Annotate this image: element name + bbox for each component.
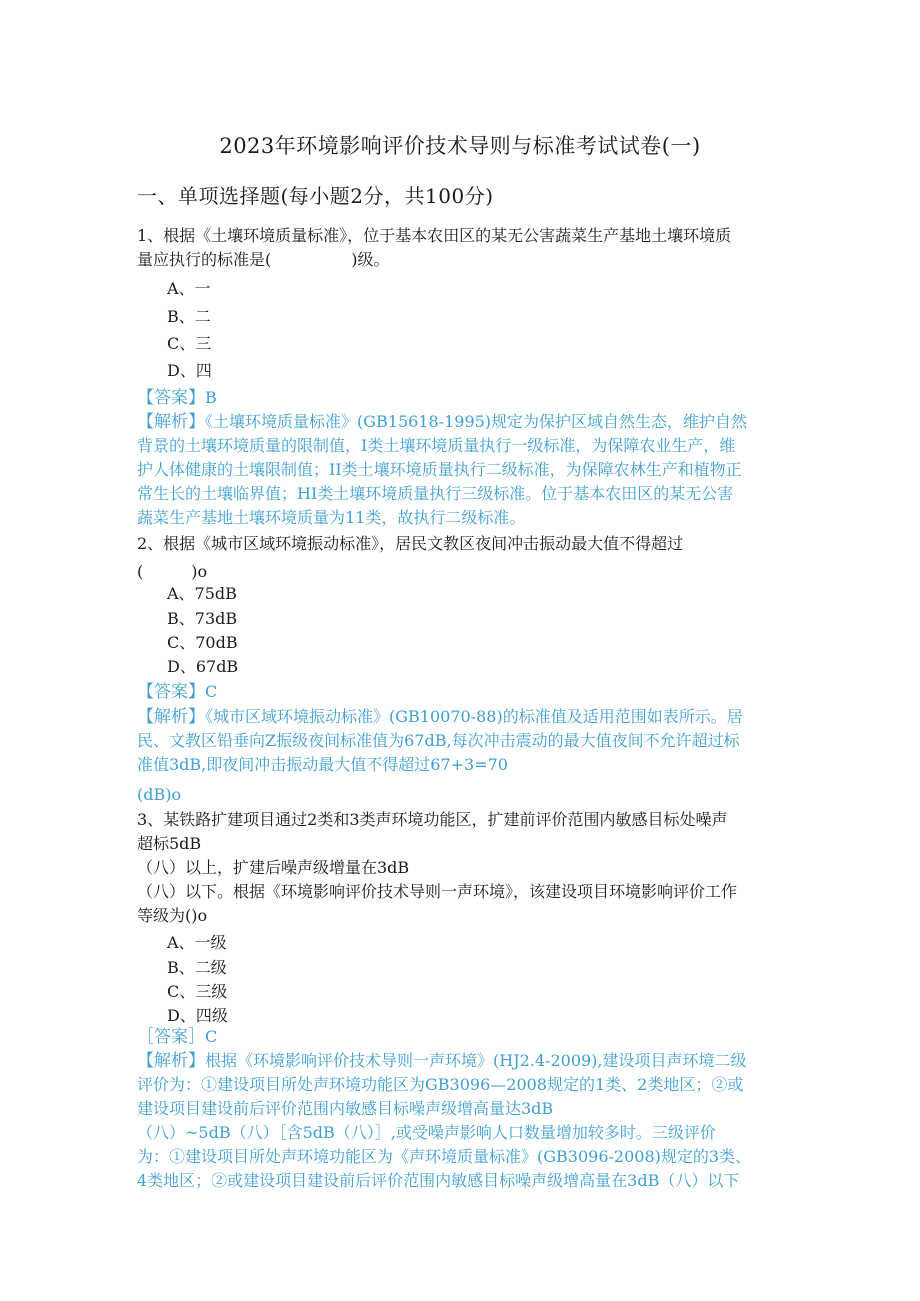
explanation-line: 为：①建设项目所处声环境功能区为《声环境质量标准》(GB3096-2008)规定的3类、 [137,1147,752,1166]
explanation-label: 【解析】 [137,707,205,727]
answer-value: C [205,682,218,701]
explanation-line: 《城市区域环境振动标准》(GB10070-88)的标准值及适用范围如表所示。居 [205,707,743,726]
option-d: D、四 [167,361,212,380]
explanation-line: 常生长的土壤临界值；HI类土壤环境质量执行三级标准。位于基本农田区的某无公害 [137,484,734,503]
explanation-label: 【解析】 [137,1051,205,1071]
explanation-line: 准值3dB,即夜间冲击振动最大值不得超过67+3=70 [137,755,508,774]
answer-label: 【答案】 [137,388,205,408]
option-d: D、67dB [167,657,239,676]
option-b: B、二 [167,307,211,326]
option-a: A、一 [167,279,211,298]
explanation-line: 民、文教区铅垂向Z振级夜间标准值为67dB,每次冲击震动的最大值夜间不允许超过标 [137,731,740,750]
question-2-line: ( )o [137,562,208,581]
answer-label: 【答案】 [137,682,205,702]
question-2-line: 2、根据《城市区域环境振动标准》，居民文教区夜间冲击振动最大值不得超过 [137,534,684,553]
explanation-label: 【解析】 [137,412,205,432]
explanation-line: 根据《环境影响评价技术导则一声环境》(HJ2.4-2009),建设项目声环境二级 [205,1051,747,1070]
explanation-line: 背景的土壤环境质量的限制值，I类土壤环境质量执行一级标准，为保障农业生产，维 [137,436,736,455]
option-c: C、70dB [167,633,238,652]
explanation-line: 护人体健康的土壤限制值；II类土壤环境质量执行二级标准，为保障农林生产和植物正 [137,460,742,479]
question-3-line: 超标5dB [137,834,202,853]
answer-2 [137,680,787,704]
explanation-line: 4类地区；②或建设项目建设前后评价范围内敏感目标噪声级增高量在3dB（八）以下 [137,1171,740,1190]
explanation-line: （八）~5dB（八）［含5dB（八）］,或受噪声影响人口数量增加较多时。三级评价 [137,1123,716,1142]
explanation-line: 蔬菜生产基地土壤环境质量为11类，故执行二级标准。 [137,508,526,527]
question-3-line: 等级为()o [137,906,208,925]
option-b: B、二级 [167,958,227,977]
answer-value: B [205,388,217,407]
question-3 [137,808,787,928]
question-1-line: 量应执行的标准是( )级。 [137,250,390,269]
explanation-2 [137,705,787,807]
question-1 [137,224,787,272]
answer-3 [137,1025,787,1049]
option-a: A、75dB [167,584,237,603]
explanation-1 [137,410,787,530]
explanation-3 [137,1049,787,1193]
explanation-line: 评价为：①建设项目所处声环境功能区为GB3096—2008规定的1类、2类地区；②或 [137,1075,744,1094]
option-c: C、三 [167,334,212,353]
page-title: 2023年环境影响评价技术导则与标准考试试卷(一) [219,134,701,158]
answer-1 [137,386,787,410]
question-2 [137,532,787,584]
answer-value: C [205,1027,218,1046]
section-heading: 一、单项选择题(每小题2分，共100分) [137,184,494,208]
option-a: A、一级 [167,933,227,952]
question-1-line: 1、根据《土壤环境质量标准》，位于基本农田区的某无公害蔬菜生产基地土壤环境质 [137,226,732,245]
explanation-line: 《土壤环境质量标准》(GB15618-1995)规定为保护区域自然生态，维护自然 [205,412,748,431]
option-c: C、三级 [167,982,228,1001]
explanation-line: 建设项目建设前后评价范围内敏感目标噪声级增高量达3dB [137,1099,554,1118]
question-3-line: 3、某铁路扩建项目通过2类和3类声环境功能区，扩建前评价范围内敏感目标处噪声 [137,810,728,829]
question-3-line: （八）以下。根据《环境影响评价技术导则一声环境》，该建设项目环境影响评价工作 [137,882,738,901]
answer-label: ［答案］ [137,1027,205,1047]
explanation-line: (dB)o [137,785,182,804]
option-d: D、四级 [167,1006,228,1025]
question-3-line: （八）以上，扩建后噪声级增量在3dB [137,858,410,877]
option-b: B、73dB [167,609,238,628]
